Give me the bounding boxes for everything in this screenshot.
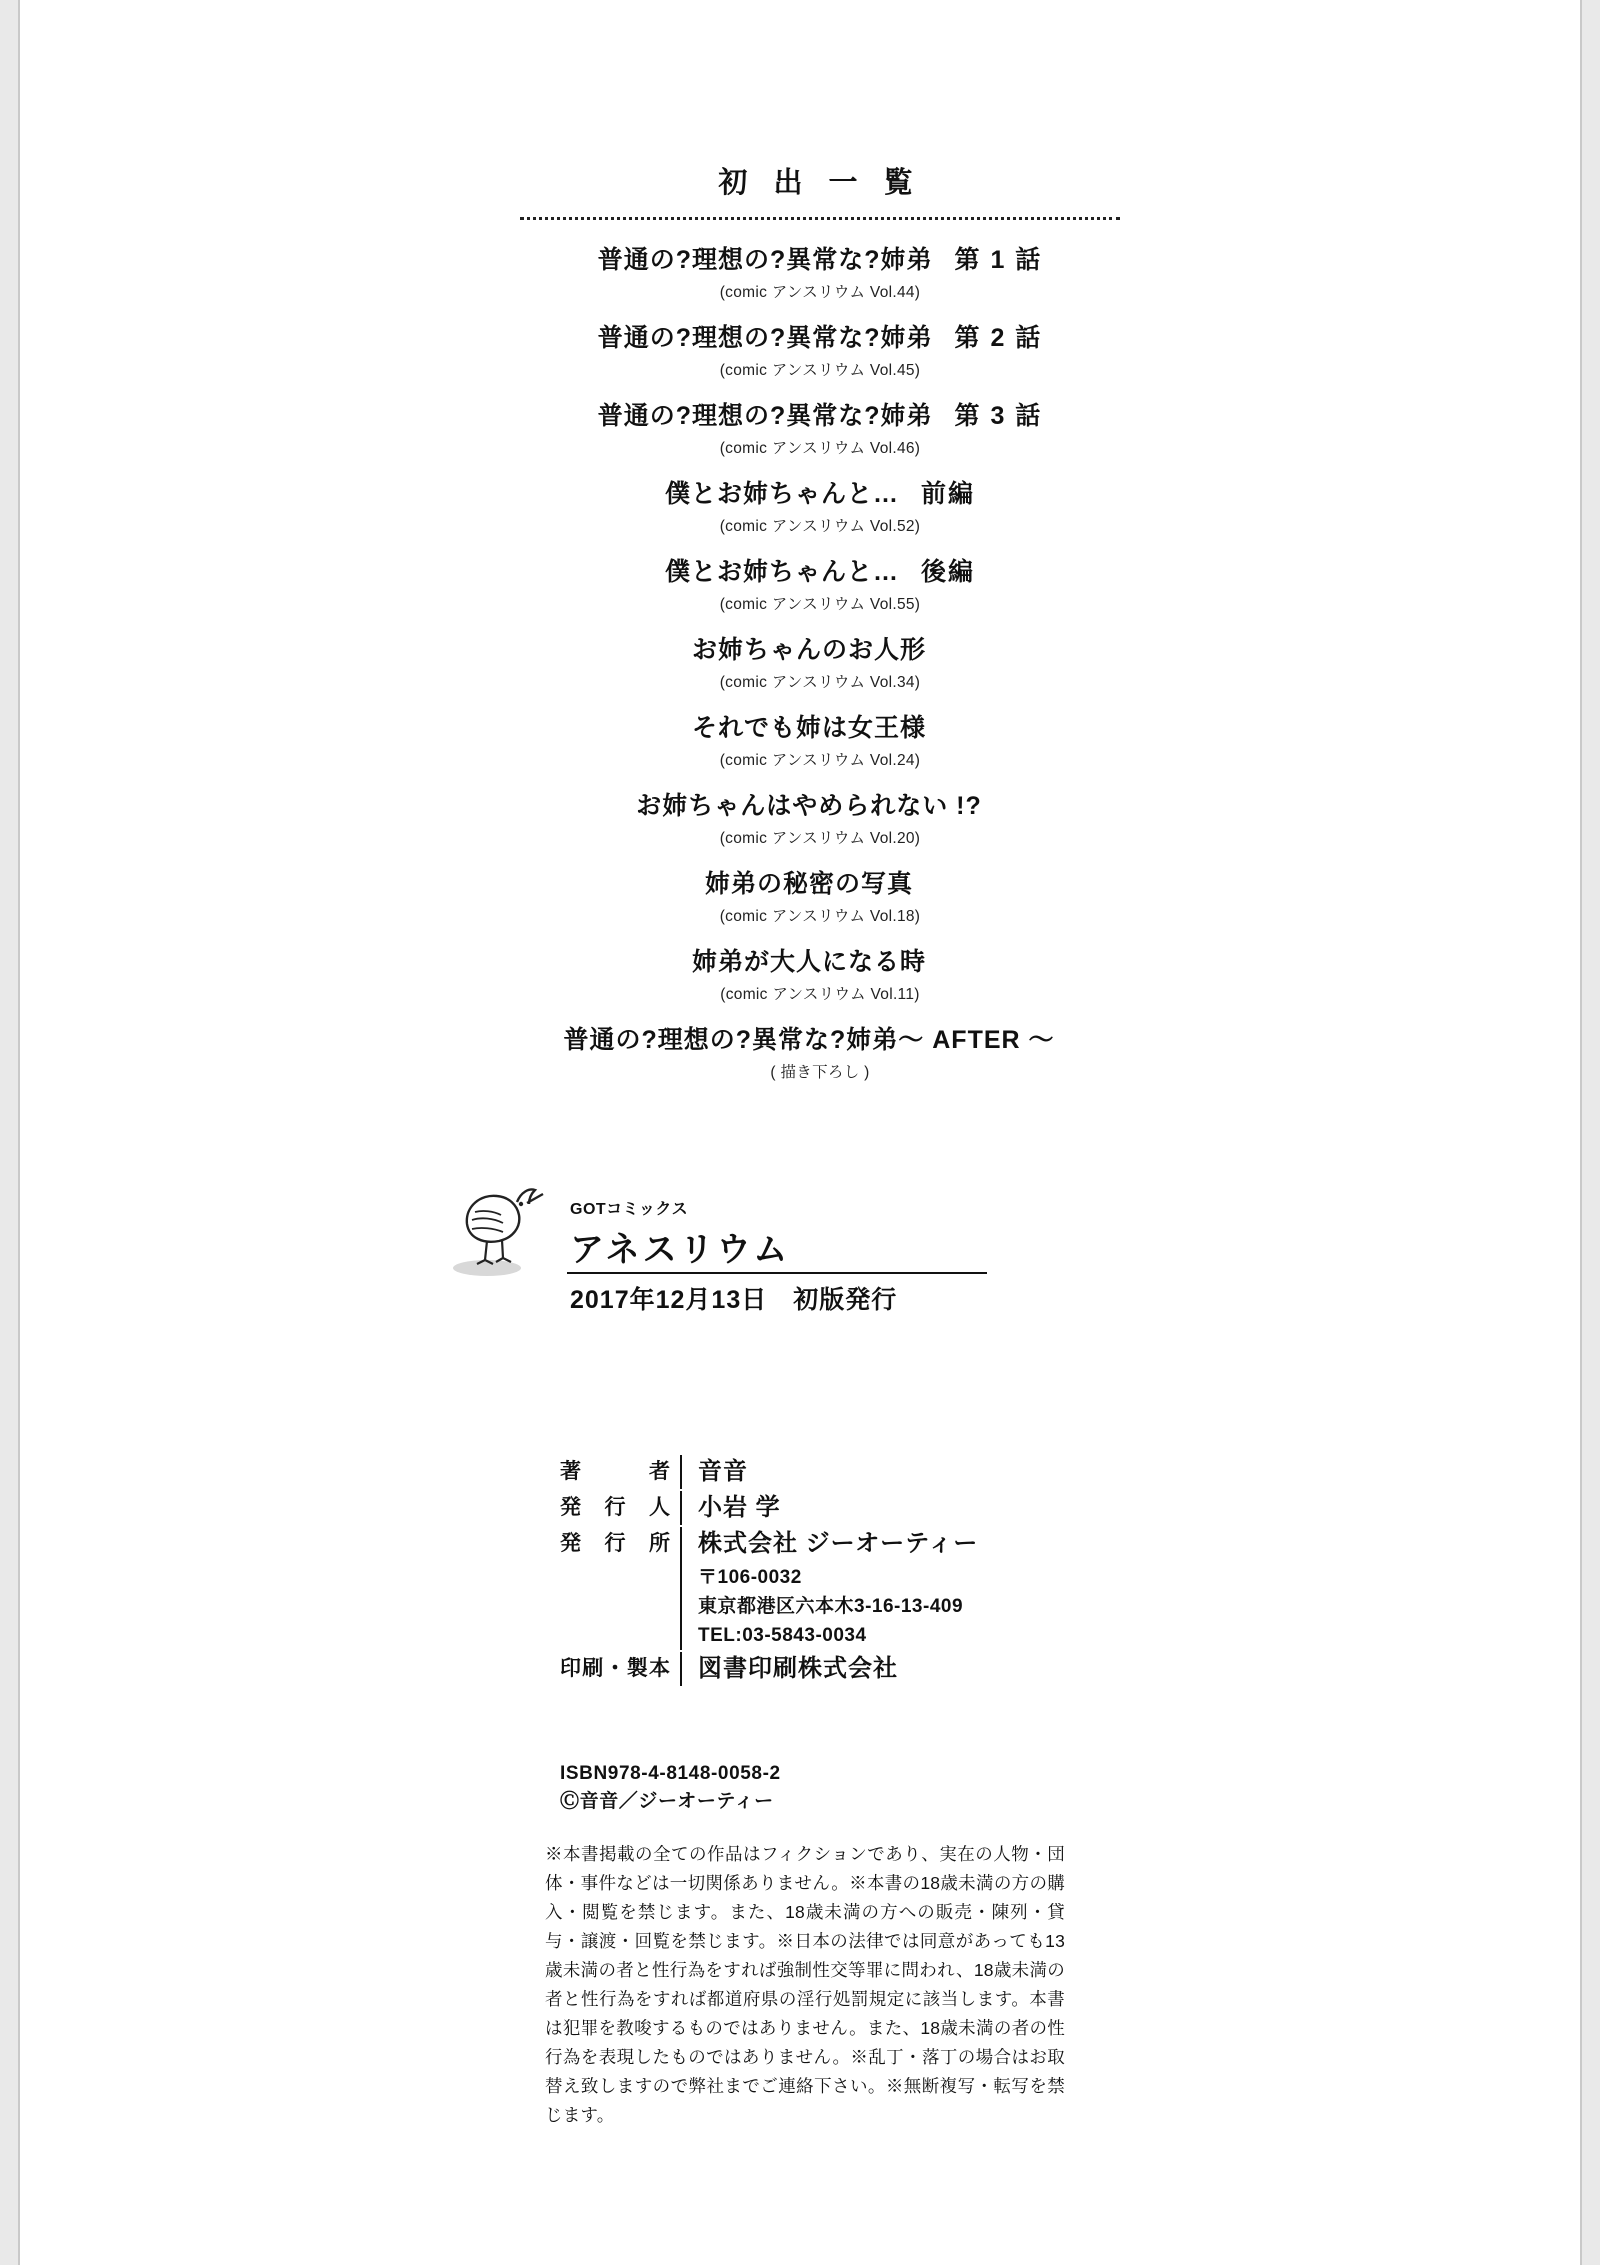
row-divider: [680, 1652, 682, 1686]
list-item: [540, 396, 1100, 458]
entry-episode: 第 1 話: [954, 246, 1043, 274]
entry-source: (comic アンスリウム Vol.34): [719, 674, 921, 691]
dotted-divider: [520, 217, 1120, 220]
list-item: [540, 942, 1100, 1004]
entry-source: (comic アンスリウム Vol.11): [720, 986, 920, 1003]
row-value: 株式会社 ジーオーティー: [698, 1530, 979, 1557]
imprint-table: [560, 1455, 1200, 1688]
address-telephone: TEL:03-5843-0034: [698, 1625, 867, 1646]
list-item: [540, 708, 1100, 770]
entry-title: 普通の?理想の?異常な?姉弟: [597, 402, 933, 430]
entry-source: (comic アンスリウム Vol.52): [719, 518, 921, 535]
entry-source: (comic アンスリウム Vol.44): [719, 284, 921, 301]
copyright-notice: Ⓒ音音／ジーオーティー: [560, 1791, 774, 1812]
list-item: [540, 318, 1100, 380]
publication-date-row: [570, 1280, 897, 1316]
isbn-number: ISBN978-4-8148-0058-2: [560, 1763, 781, 1784]
table-row: [560, 1455, 1200, 1489]
publisher-address: [698, 1561, 978, 1650]
entry-episode: 第 3 話: [954, 402, 1043, 430]
entry-title: 普通の?理想の?異常な?姉弟〜 AFTER 〜: [563, 1026, 1055, 1054]
row-label: 著 者: [560, 1460, 670, 1483]
book-title: アネスリウム: [570, 1231, 791, 1269]
table-row: [560, 1652, 1200, 1686]
row-label: 発行人: [560, 1496, 670, 1519]
list-item: [540, 474, 1100, 536]
row-divider: [680, 1491, 682, 1525]
row-divider: [680, 1455, 682, 1489]
address-postal-code: 〒106-0032: [698, 1567, 802, 1588]
page-edge-right: [1582, 0, 1600, 2265]
colophon-header: [455, 1180, 1155, 1314]
list-item: [540, 1020, 1100, 1082]
entry-title: それでも姉は女王様: [691, 714, 926, 742]
entry-title-row: [540, 942, 1100, 978]
entry-title-row: [540, 318, 1100, 354]
row-value: 図書印刷株式会社: [698, 1655, 898, 1682]
table-row: [560, 1491, 1200, 1525]
title-divider: [567, 1272, 987, 1274]
entry-source: (comic アンスリウム Vol.46): [719, 440, 921, 457]
address-street: 東京都港区六本木3-16-13-409: [698, 1596, 964, 1617]
list-item: [540, 240, 1100, 302]
legal-disclaimer: ※本書掲載の全ての作品はフィクションであり、実在の人物・団体・事件などは一切関係ありません。※本書の18歳未満の方の購入・閲覧を禁じます。また、18歳未満の方への販売・陳列・貸与・譲渡・回覧を禁じます。※日本の法律では同意があっても13歳未満の者と性行為をすれば強制性交等罪に問われ、18歳未満の者と性行為をすれば都道府県の淫行処罰規定に該当します。本書は犯罪を教唆するものではありません。また、18歳未満の者の性行為を表現したものではありません。※乱丁・落丁の場合はお取替え致しますので弊社までご連絡下さい。※無断複写・転写を禁じます。: [545, 1844, 1065, 2125]
entry-title-row: [540, 786, 1100, 822]
row-value: 小岩 学: [698, 1494, 781, 1521]
entry-title-row: [540, 552, 1100, 588]
entry-title: お姉ちゃんのお人形: [691, 636, 926, 664]
entry-source: (comic アンスリウム Vol.55): [719, 596, 921, 613]
table-row: [560, 1527, 1200, 1650]
list-item: [540, 630, 1100, 692]
page-edge-line-right: [1580, 0, 1582, 2265]
publisher-logo-row: [455, 1180, 1155, 1314]
row-value: 音音: [698, 1458, 748, 1485]
list-item: [540, 786, 1100, 848]
entry-title: 僕とお姉ちゃんと…: [664, 558, 899, 586]
entry-title: 姉弟の秘密の写真: [704, 870, 913, 898]
entry-title: 普通の?理想の?異常な?姉弟: [597, 324, 933, 352]
entry-source: ( 描き下ろし ): [770, 1064, 870, 1081]
entry-title-row: [540, 630, 1100, 666]
imprint-label: GOTコミックス: [570, 1201, 689, 1218]
list-item: [540, 552, 1100, 614]
entry-episode: 後編: [921, 558, 976, 586]
entry-title-row: [540, 474, 1100, 510]
row-label: 発行所: [560, 1532, 670, 1555]
bird-logo-icon: [447, 1172, 567, 1282]
entry-title-row: [540, 708, 1100, 744]
first-appearance-heading: 初 出 一 覧: [718, 167, 922, 199]
isbn-copyright-block: [560, 1760, 781, 1816]
entry-title-row: [540, 864, 1100, 900]
entry-title-row: [540, 1020, 1100, 1056]
publication-date: 2017年12月13日: [570, 1286, 768, 1314]
entry-title: 僕とお姉ちゃんと…: [664, 480, 899, 508]
entry-source: (comic アンスリウム Vol.24): [719, 752, 921, 769]
first-appearance-list: [540, 160, 1100, 1098]
entry-title-row: [540, 240, 1100, 276]
page-edge-left: [0, 0, 18, 2265]
entry-title: 姉弟が大人になる時: [691, 948, 926, 976]
entry-episode: 第 2 話: [954, 324, 1043, 352]
entry-title: 普通の?理想の?異常な?姉弟: [597, 246, 933, 274]
publisher-block: [698, 1527, 978, 1650]
edition-label: 初版発行: [793, 1286, 898, 1314]
entry-source: (comic アンスリウム Vol.20): [719, 830, 921, 847]
entry-source: (comic アンスリウム Vol.45): [719, 362, 921, 379]
entry-source: (comic アンスリウム Vol.18): [719, 908, 921, 925]
row-divider: [680, 1527, 682, 1650]
row-label: 印刷・製本: [560, 1657, 670, 1680]
page-edge-line-left: [18, 0, 20, 2265]
entry-title-row: [540, 396, 1100, 432]
entry-title: お姉ちゃんはやめられない !?: [636, 792, 982, 820]
list-item: [540, 864, 1100, 926]
entry-episode: 前編: [921, 480, 976, 508]
